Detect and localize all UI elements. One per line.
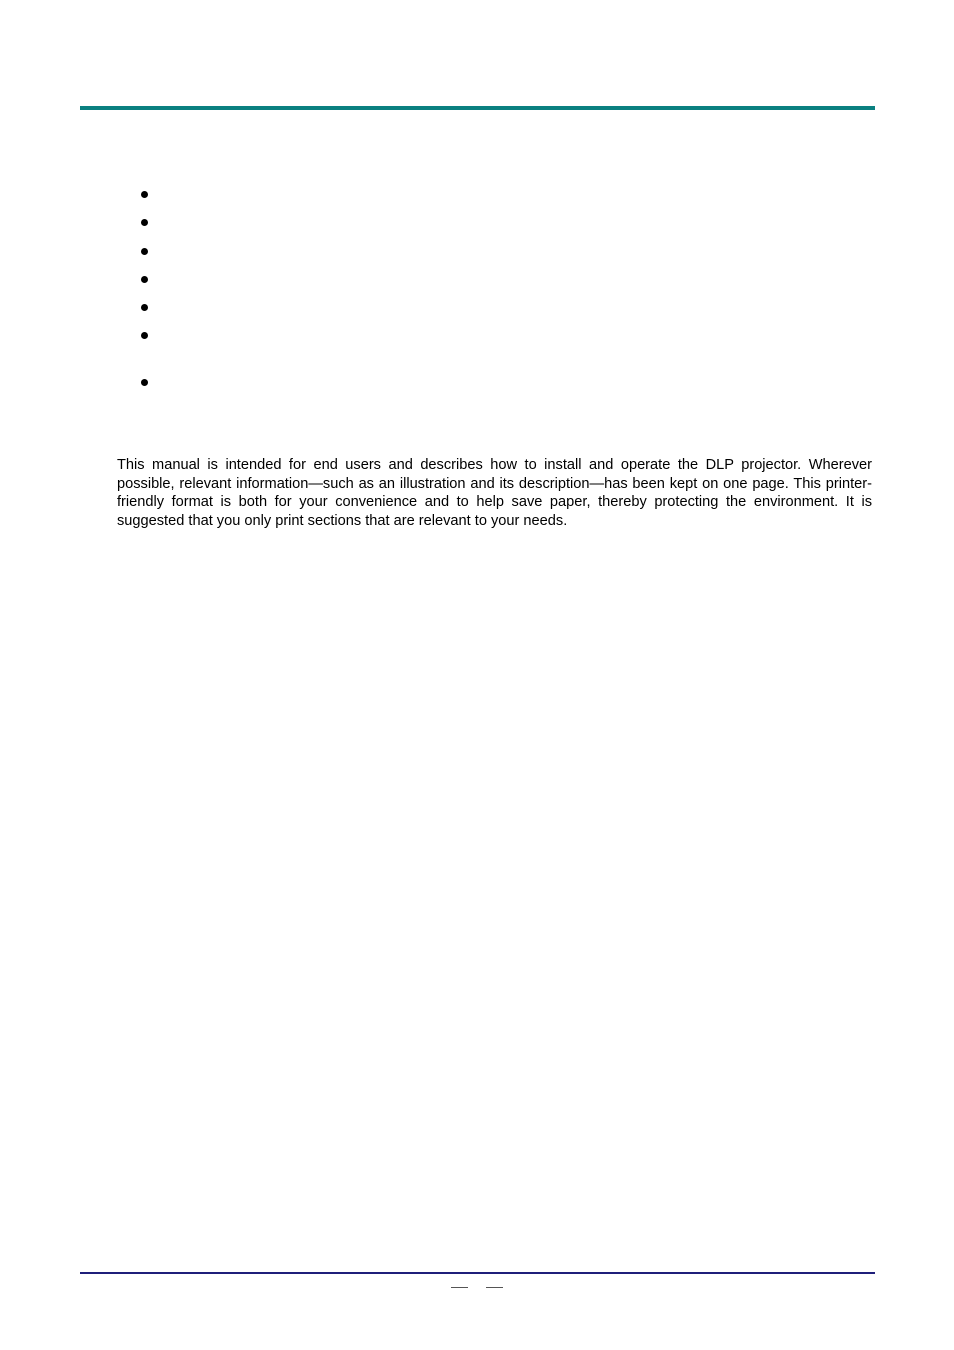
footer-rule [80,1272,875,1274]
list-item-bullet [141,276,148,283]
bullet-list [0,0,954,420]
list-item-bullet [141,248,148,255]
list-item-bullet [141,191,148,198]
list-item-bullet [141,332,148,339]
footer-page-dash-left [451,1287,468,1288]
body-paragraph: This manual is intended for end users and describes how to install and operate the DLP projector. Wherever possible, relevant information—such as an illustration and its description—has been kept on one page. This printer-friendly format is both for your convenience and to help save paper, thereby protecting the environment. It is suggested that you only print sections that are relevant to your needs. [117,457,872,529]
list-item-bullet [141,219,148,226]
list-item-bullet [141,379,148,386]
list-item-bullet [141,304,148,311]
footer-page-dash-right [486,1287,503,1288]
